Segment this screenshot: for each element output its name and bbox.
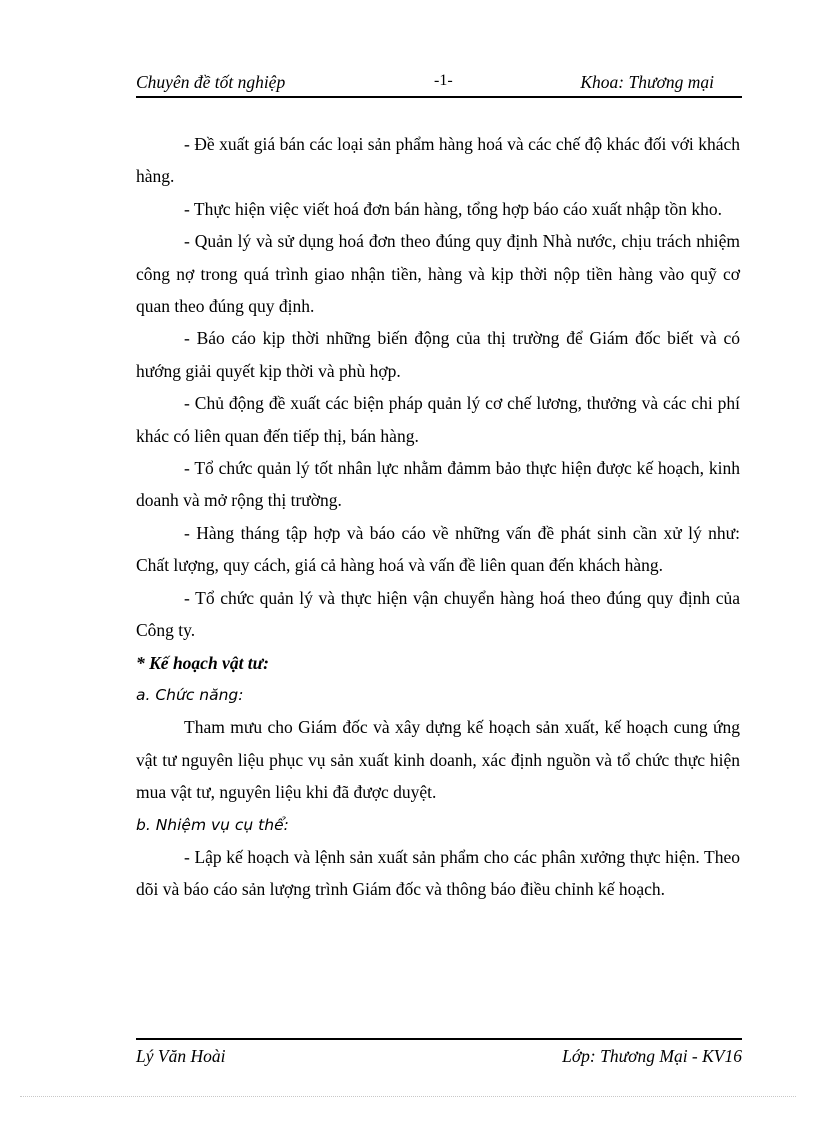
paragraph: Tham mưu cho Giám đốc và xây dựng kế hoạch sản xuất, kế hoạch cung ứng vật tư nguyên liệu phục vụ sản xuất kinh doanh, xác định nguồn và tổ chức thực hiện mua vật tư, nguyên liệu khi đã được duyệt.: [136, 717, 740, 803]
subheading-function: a. Chức năng:: [136, 685, 244, 704]
paragraph: - Quản lý và sử dụng hoá đơn theo đúng quy định Nhà nước, chịu trách nhiệm công nợ trong quá trình giao nhận tiền, hàng và kịp thời nộp tiền hàng vào quỹ cơ quan theo đúng quy định.: [136, 231, 740, 317]
subheading-tasks: b. Nhiệm vụ cụ thể:: [136, 815, 289, 834]
paragraph: - Tổ chức quản lý và thực hiện vận chuyển hàng hoá theo đúng quy định của Công ty.: [136, 587, 740, 641]
page-footer: [136, 1038, 742, 1070]
paragraph: - Chủ động đề xuất các biện pháp quản lý cơ chế lương, thưởng và các chi phí khác có liên quan đến tiếp thị, bán hàng.: [136, 393, 740, 446]
footer-class: Lớp: Thương Mại - KV16: [562, 1046, 742, 1066]
page-header: [136, 70, 742, 98]
paragraph: - Thực hiện việc viết hoá đơn bán hàng, tổng hợp báo cáo xuất nhập tồn kho.: [184, 198, 722, 219]
footer-author: Lý Văn Hoài: [136, 1046, 226, 1066]
header-department: Khoa: Thương mại: [580, 72, 714, 92]
paragraph: - Lập kế hoạch và lệnh sản xuất sản phẩm cho các phân xưởng thực hiện. Theo dõi và báo cáo sản lượng trình Giám đốc và thông báo điều chỉnh kế hoạch.: [136, 846, 740, 900]
document-body: [136, 128, 740, 906]
paragraph: - Đề xuất giá bán các loại sản phẩm hàng hoá và các chế độ khác đối với khách hàng.: [136, 134, 740, 187]
paragraph: - Tổ chức quản lý tốt nhân lực nhằm đảmm bảo thực hiện được kế hoạch, kinh doanh và mở rộng thị trường.: [136, 458, 740, 511]
paragraph: - Hàng tháng tập hợp và báo cáo về những vấn đề phát sinh cần xử lý như: Chất lượng, quy cách, giá cả hàng hoá và vấn đề liên quan đến khách hàng.: [136, 522, 740, 576]
header-title: Chuyên đề tốt nghiệp: [136, 72, 286, 92]
page-number: -1-: [434, 72, 453, 89]
section-heading: * Kế hoạch vật tư:: [136, 652, 269, 673]
paragraph: - Báo cáo kịp thời những biến động của thị trường để Giám đốc biết và có hướng giải quyết kịp thời và phù hợp.: [136, 328, 740, 381]
page-bottom-divider: [20, 1096, 796, 1097]
